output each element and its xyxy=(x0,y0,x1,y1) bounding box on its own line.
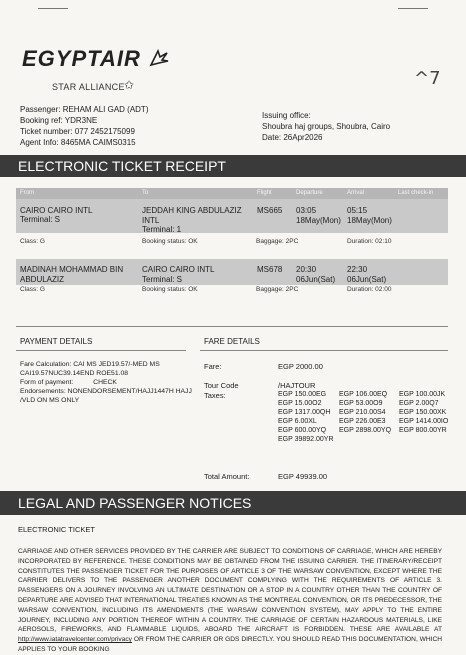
issue-date: Date: 26Apr2026 xyxy=(262,133,323,142)
flight-class: Class: G xyxy=(20,286,45,293)
privacy-link[interactable]: http://www.iatatravelcenter.com/privacy xyxy=(18,636,132,644)
tax-item: EGP 800.00YR xyxy=(399,427,447,434)
receipt-title-bar xyxy=(0,155,466,177)
legal-paragraph-end: OR FROM THE CARRIER OR GDS DIRECTLY. YOU SHOULD READ THIS DOCUMENTATION, WHICH APPLIES TO YOUR BOOKING xyxy=(18,636,442,653)
departure-date: 18May(Mon) xyxy=(296,216,341,225)
booking-ref: Booking ref: YDR3NE xyxy=(20,116,98,125)
flight-from: MADINAH MOHAMMAD BIN ABDULAZIZ xyxy=(20,265,124,284)
flight-class: Class: G xyxy=(20,238,45,245)
handwritten-mark: ^7 xyxy=(414,68,441,89)
tour-code-value: /HAJTOUR xyxy=(278,381,316,390)
duration: Duration: 02:00 xyxy=(347,286,392,293)
issuing-info xyxy=(262,110,390,143)
flight-number: MS665 xyxy=(257,206,283,215)
departure-time: 03:05 xyxy=(296,206,317,215)
arrival-time: 05:15 xyxy=(347,206,368,215)
legal-title: LEGAL AND PASSENGER NOTICES xyxy=(18,495,252,511)
divider xyxy=(16,326,448,327)
star-alliance-icon: ✩ xyxy=(124,78,135,92)
legal-subtitle: ELECTRONIC TICKET xyxy=(18,525,95,534)
tax-item: EGP 226.00E3 xyxy=(339,418,386,425)
arrival-time: 22:30 xyxy=(347,265,368,274)
tax-item: EGP 53.00O9 xyxy=(339,400,383,407)
header-to: To xyxy=(142,190,149,196)
flight-from-terminal: Terminal: S xyxy=(20,215,61,224)
total-amount-value: EGP 49939.00 xyxy=(278,472,328,481)
receipt-title: ELECTRONIC TICKET RECEIPT xyxy=(18,158,226,174)
form-of-payment xyxy=(20,378,200,387)
baggage: Baggage: 2PC xyxy=(256,238,299,245)
arrival-date: 06Jun(Sat) xyxy=(347,275,387,284)
header-arrival: Arrival xyxy=(347,190,365,196)
flight-to: JEDDAH KING ABDULAZIZ INTL xyxy=(142,206,242,225)
issuing-office: Shoubra haj groups, Shoubra, Cairo xyxy=(262,122,391,131)
tax-item: EGP 150.00EG xyxy=(278,391,327,398)
tax-item: EGP 100.00JK xyxy=(399,391,446,398)
flight-to-terminal: Terminal: S xyxy=(142,275,183,284)
tax-item: EGP 2898.00YQ xyxy=(339,427,392,434)
header-departure: Departure xyxy=(296,190,323,196)
flight-row xyxy=(16,259,448,285)
tax-item: EGP 150.00XK xyxy=(399,409,447,416)
taxes-label: Taxes: xyxy=(204,391,226,400)
payment-details-title: PAYMENT DETAILS xyxy=(20,337,93,346)
egyptair-logo: EGYPTAIR xyxy=(22,46,170,72)
legal-paragraph xyxy=(18,547,442,655)
fare-details-title: FARE DETAILS xyxy=(204,337,260,346)
flight-from: CAIRO CAIRO INTL xyxy=(20,206,93,215)
tax-item: EGP 6.00XL xyxy=(278,418,317,425)
tax-item: EGP 39892.00YR xyxy=(278,436,334,443)
endorsements: Endorsements: NONENDORSEMENT/HAJJ1447H HAJJ xyxy=(20,388,192,395)
header-flight: Flight xyxy=(257,190,272,196)
ticket-number: Ticket number: 077 2452175099 xyxy=(20,127,135,136)
header-from: From xyxy=(20,190,34,196)
total-amount-label: Total Amount: xyxy=(204,472,250,481)
fare-calculation: Fare Calculation: CAI MS JED19.57/-MED MS xyxy=(20,361,160,368)
endorsements-cont: /VLD ON MS ONLY xyxy=(20,397,80,404)
baggage: Baggage: 2PC xyxy=(256,286,299,293)
passenger-name: Passenger: REHAM ALI GAD (ADT) xyxy=(20,105,149,114)
departure-date: 06Jun(Sat) xyxy=(296,275,336,284)
divider xyxy=(200,350,448,351)
tax-item: EGP 210.00S4 xyxy=(339,409,386,416)
divider xyxy=(16,350,186,351)
horus-logo-icon xyxy=(148,47,170,69)
agent-info: Agent Info: 8465MA CAIMS0315 xyxy=(20,138,136,147)
tour-code-label: Tour Code xyxy=(204,381,239,390)
arrival-date: 18May(Mon) xyxy=(347,216,392,225)
flight-to-terminal: Terminal: 1 xyxy=(142,225,182,234)
form-of-payment-value: CHECK xyxy=(93,379,117,386)
flight-to: CAIRO CAIRO INTL xyxy=(142,265,215,274)
flight-row xyxy=(16,199,448,233)
fare-label: Fare: xyxy=(204,362,222,371)
flight-table-header xyxy=(16,188,448,199)
booking-status: Booking status: OK xyxy=(142,238,198,245)
fare-value: EGP 2000.00 xyxy=(278,362,323,371)
duration: Duration: 02:10 xyxy=(347,238,392,245)
tax-item: EGP 1414.00IO xyxy=(399,418,449,425)
departure-time: 20:30 xyxy=(296,265,317,274)
issuing-office-label: Issuing office: xyxy=(262,111,311,120)
form-of-payment-label: Form of payment: xyxy=(20,379,74,386)
tax-item: EGP 1317.00QH xyxy=(278,409,331,416)
scan-mark-left xyxy=(38,8,68,9)
tax-item: EGP 15.00O2 xyxy=(278,400,322,407)
flight-number: MS678 xyxy=(257,265,283,274)
scan-mark-right xyxy=(398,8,428,9)
tax-item: EGP 106.00EQ xyxy=(339,391,388,398)
tax-item: EGP 600.00YQ xyxy=(278,427,327,434)
legal-title-bar xyxy=(0,491,466,515)
tax-item: EGP 2.00Q7 xyxy=(399,400,439,407)
payment-details xyxy=(20,360,200,405)
star-alliance-label: STAR ALLIANCE xyxy=(52,82,125,92)
passenger-info xyxy=(20,104,148,148)
legal-paragraph-text: CARRIAGE AND OTHER SERVICES PROVIDED BY THE CARRIER ARE SUBJECT TO CONDITIONS OF CARRIAGE, WHICH ARE HEREBY INCORPORATED BY REFERENCE. THESE CONDITIONS MAY BE OBTAINED FROM THE ISSUING CARRIER. THE ITINERARY/RECEIPT CONSTITUTES THE PASSENGER TICKET FOR THE PURPOSES OF ARTICLE 3 OF THE WARSAW CONVENTION, EXCEPT WHERE THE CARRIER DELIVERS TO THE PASSENGER ANOTHER DOCUMENT COMPLYING WITH THE REQUIREMENTS OF ARTICLE 3. PASSENGERS ON A JOURNEY INVOLVING AN ULTIMATE DESTINATION OR A STOP IN A COUNTRY OTHER THAN THE COUNTRY OF DEPARTURE ARE ADVISED THAT INTERNATIONAL TREATIES KNOWN AS THE MONTREAL CONVENTION, OR ITS PREDECESSOR, THE WARSAW CONVENTION, INCLUDING ITS AMENDMENTS (THE WARSAW CONVENTION SYSTEM), MAY APPLY TO THE ENTIRE JOURNEY, INCLUDING ANY PORTION THEREOF WITHIN A COUNTRY. THE CARRIAGE OF CERTAIN HAZARDOUS MATERIALS, LIKE AEROSOLS, FIREWORKS, AND FLAMMABLE LIQUIDS, ABOARD THE AIRCRAFT IS FORBIDDEN. THESE ARE AVAILABLE AT xyxy=(18,548,442,634)
fare-calculation-cont: CAI19.57NUC39.14END ROE51.08 xyxy=(20,370,129,377)
booking-status: Booking status: OK xyxy=(142,286,198,293)
header-last-checkin: Last check-in xyxy=(398,190,434,196)
